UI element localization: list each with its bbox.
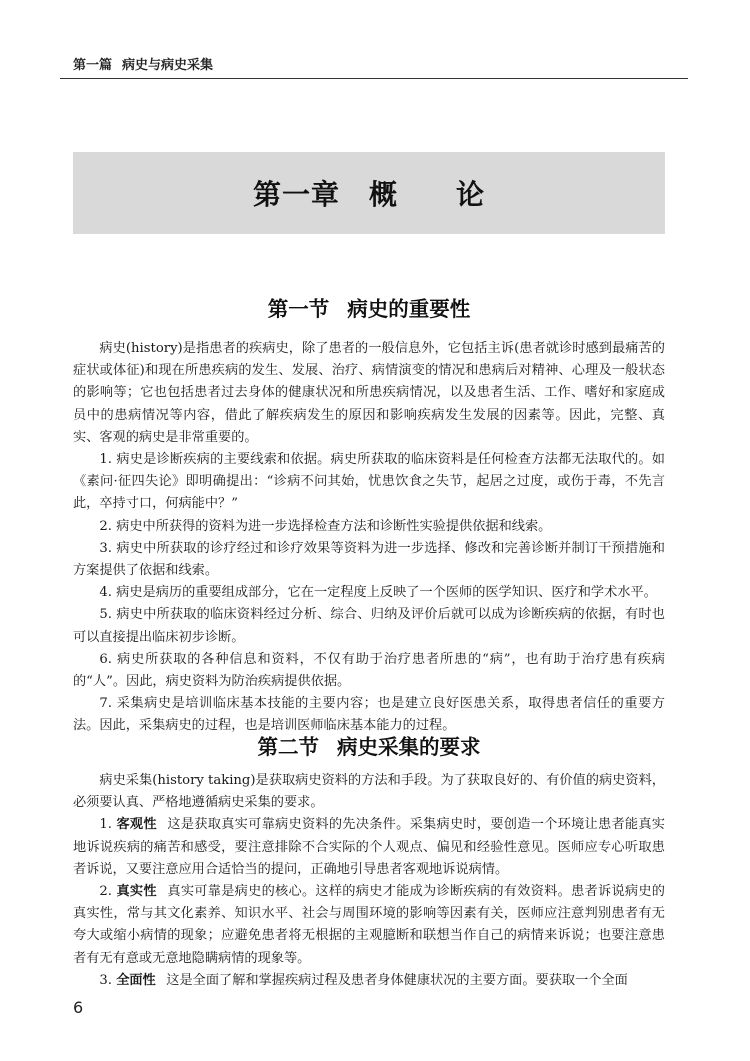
item-number: 2. <box>99 884 112 900</box>
section-2-body <box>73 770 665 992</box>
section-2-item-1 <box>73 814 665 881</box>
section-1-item-1: 1. 病史是诊断疾病的主要线索和依据。病史所获取的临床资料是任何检查方法都无法取代的。如《素问·征四失论》即明确提出：“诊病不问其始，忧患饮食之失节，起居之过度，或伤于毒，不先言此，卒持寸口，何病能中？” <box>73 452 665 512</box>
chapter-title: 第一章 概 论 <box>252 178 485 211</box>
item-number: 1. <box>99 817 112 833</box>
section-1-item-6: 6. 病史所获取的各种信息和资料，不仅有助于治疗患者所患的“病”，也有助于治疗患有疾病的“人”。因此，病史资料为防治疾病提供依据。 <box>73 651 665 690</box>
item-text: 这是全面了解和掌握疾病过程及患者身体健康状况的主要方面。要获取一个全面 <box>166 972 628 988</box>
item-term: 全面性 <box>116 972 156 988</box>
item-number: 3. <box>99 972 112 988</box>
section-1-number: 第一节 <box>267 297 330 321</box>
section-1-item-4: 4. 病史是病历的重要组成部分，它在一定程度上反映了一个医师的医学知识、医疗和学术水平。 <box>99 585 657 601</box>
chapter-banner <box>73 152 665 234</box>
section-2-intro: 病史采集(history taking)是获取病史资料的方法和手段。为了获取良好的、有价值的病史资料，必须要认真、严格地遵循病史采集的要求。 <box>73 773 665 811</box>
section-2-item-3 <box>73 970 665 992</box>
section-1-intro: 病史(history)是指患者的疾病史，除了患者的一般信息外，它包括主诉(患者就诊时感到最痛苦的症状或体征)和现在所患疾病的发生、发展、治疗、病情演变的情况和患病后对精神、心理及一般状态的影响等；它也包括患者过去身体的健康状况和所患疾病情况，以及患者生活、工作、嗜好和家庭成员中的患病情况等内容，借此了解疾病发生的原因和影响疾病发生发展的因素等。因此，完整、真实、客观的病史是非常重要的。 <box>73 341 665 445</box>
section-1-body <box>73 338 665 738</box>
item-text: 真实可靠是病史的核心。这样的病史才能成为诊断疾病的有效资料。患者诉说病史的真实性，常与其文化素养、知识水平、社会与周围环境的影响等因素有关，医师应注意判别患者有无夸大或缩小病情的现象；应避免患者将无根据的主观臆断和联想当作自己的病情来诉说；也要注意患者有无有意或无意地隐瞒病情的现象等。 <box>73 884 665 966</box>
section-2-number: 第二节 <box>257 735 319 759</box>
section-2-title: 病史采集的要求 <box>337 735 481 759</box>
item-term: 真实性 <box>116 884 157 900</box>
section-1-item-7: 7. 采集病史是培训临床基本技能的主要内容；也是建立良好医患关系，取得患者信任的重要方法。因此，采集病史的过程，也是培训医师临床基本能力的过程。 <box>73 696 665 734</box>
section-1-title: 病史的重要性 <box>347 297 471 321</box>
item-term: 客观性 <box>116 817 157 833</box>
header-rule <box>60 78 688 79</box>
part-title: 病史与病史采集 <box>122 58 214 73</box>
section-1-item-5: 5. 病史中所获取的临床资料经过分析、综合、归纳及评价后就可以成为诊断疾病的依据，有时也可以直接提出临床初步诊断。 <box>73 607 665 645</box>
section-1-item-3: 3. 病史中所获取的诊疗经过和诊疗效果等资料为进一步选择、修改和完善诊断并制订干预措施和方案提供了依据和线索。 <box>73 540 665 579</box>
page-number: 6 <box>73 998 84 1017</box>
section-1-item-2: 2. 病史中所获得的资料为进一步选择检查方法和诊断性实验提供依据和线索。 <box>99 518 552 534</box>
section-1-heading <box>73 292 665 322</box>
running-header <box>73 54 213 73</box>
item-text: 这是获取真实可靠病史资料的先决条件。采集病史时，要创造一个环境让患者能真实地诉说疾病的痛苦和感受，要注意排除不合实际的个人观点、偏见和经验性意见。医师应专心听取患者诉说，又要注意应用合适恰当的提问，正确地引导患者客观地诉说病情。 <box>73 817 665 877</box>
part-label: 第一篇 <box>73 58 113 73</box>
section-2-item-2 <box>73 881 665 970</box>
section-2-heading <box>73 730 665 760</box>
